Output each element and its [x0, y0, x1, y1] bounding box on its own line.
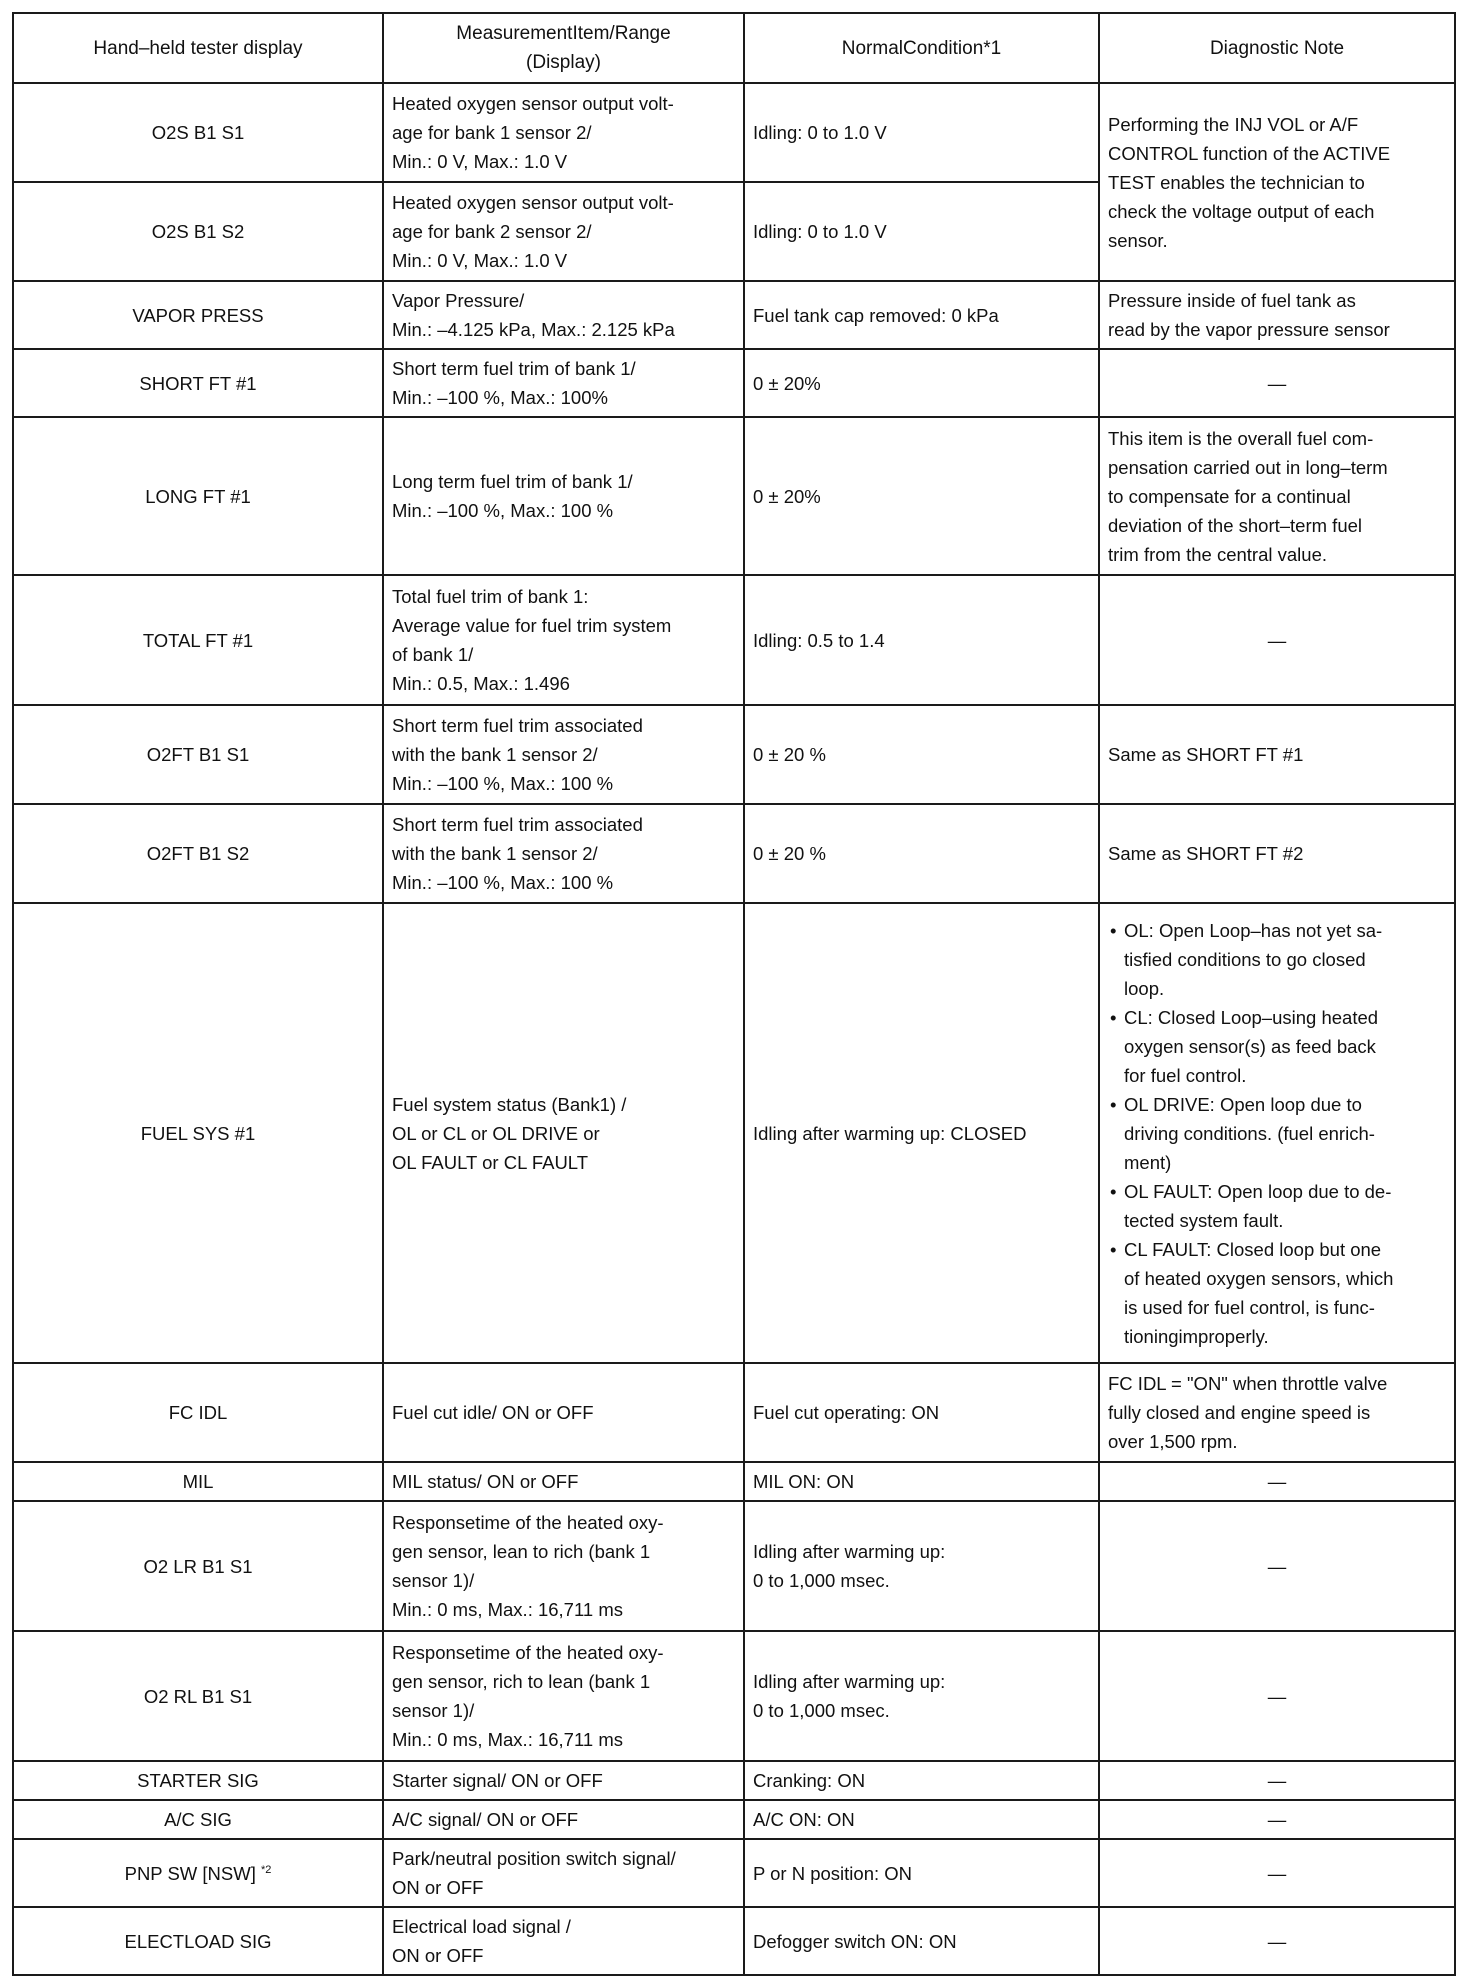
table-row: [13, 1761, 1455, 1800]
row-normal: Cranking: ON: [744, 1761, 1099, 1800]
table-row: [13, 705, 1455, 804]
row-display: O2FT B1 S2: [13, 804, 383, 903]
row-display: FUEL SYS #1: [13, 903, 383, 1363]
row-item: Heated oxygen sensor output volt- age for bank 2 sensor 2/ Min.: 0 V, Max.: 1.0 V: [383, 182, 744, 281]
row-item: Heated oxygen sensor output volt- age for bank 1 sensor 2/ Min.: 0 V, Max.: 1.0 V: [383, 83, 744, 182]
row-normal: P or N position: ON: [744, 1839, 1099, 1907]
fuel-status-list: [1108, 916, 1446, 1351]
table-row: [13, 83, 1455, 182]
row-normal: Fuel cut operating: ON: [744, 1363, 1099, 1462]
row-note: This item is the overall fuel com- pensation carried out in long–term to compensate for a continual deviation of the short–term fuel trim from the central value.: [1099, 417, 1455, 575]
table-row: [13, 349, 1455, 417]
row-display: FC IDL: [13, 1363, 383, 1462]
row-display: A/C SIG: [13, 1800, 383, 1839]
row-normal: Idling: 0.5 to 1.4: [744, 575, 1099, 705]
header-row: [13, 13, 1455, 83]
row-display: PNP SW [NSW] $^{*2}$: [13, 1839, 383, 1907]
row-normal: Idling: 0 to 1.0 V: [744, 182, 1099, 281]
row-note: —: [1099, 1800, 1455, 1839]
row-normal: MIL ON: ON: [744, 1462, 1099, 1501]
table-row: [13, 281, 1455, 349]
row-note: —: [1099, 575, 1455, 705]
row-item: Park/neutral position switch signal/ ON or OFF: [383, 1839, 744, 1907]
list-item: • OL FAULT: Open loop due to de- tected system fault.: [1108, 1177, 1446, 1235]
list-item: • CL FAULT: Closed loop but one of heated oxygen sensors, which is used for fuel control, is func- tioningimproperly.: [1108, 1235, 1446, 1351]
header-normal: NormalCondition*1: [744, 13, 1099, 83]
row-item: Fuel cut idle/ ON or OFF: [383, 1363, 744, 1462]
table-row: [13, 1631, 1455, 1761]
row-normal: 0 ± 20 %: [744, 705, 1099, 804]
row-note: —: [1099, 1907, 1455, 1975]
table-row: [13, 575, 1455, 705]
row-normal: Idling after warming up: 0 to 1,000 msec.: [744, 1631, 1099, 1761]
row-display: MIL: [13, 1462, 383, 1501]
list-item: • OL: Open Loop–has not yet sa- tisfied conditions to go closed loop.: [1108, 916, 1446, 1003]
table-row: [13, 903, 1455, 1363]
row-display: VAPOR PRESS: [13, 281, 383, 349]
row-display: O2S B1 S2: [13, 182, 383, 281]
row-item: A/C signal/ ON or OFF: [383, 1800, 744, 1839]
row-note: FC IDL = "ON" when throttle valve fully closed and engine speed is over 1,500 rpm.: [1099, 1363, 1455, 1462]
diagnostic-data-table: [12, 12, 1456, 1976]
row-item: Short term fuel trim of bank 1/ Min.: –100 %, Max.: 100%: [383, 349, 744, 417]
row-item: Long term fuel trim of bank 1/ Min.: –100 %, Max.: 100 %: [383, 417, 744, 575]
row-display: O2FT B1 S1: [13, 705, 383, 804]
row-normal: Idling: 0 to 1.0 V: [744, 83, 1099, 182]
list-item: • OL DRIVE: Open loop due to driving conditions. (fuel enrich- ment): [1108, 1090, 1446, 1177]
table-row: [13, 417, 1455, 575]
row-item: Electrical load signal / ON or OFF: [383, 1907, 744, 1975]
row-item: Responsetime of the heated oxy- gen sensor, lean to rich (bank 1 sensor 1)/ Min.: 0 ms, Max.: 16,711 ms: [383, 1501, 744, 1631]
row-normal: Idling after warming up: 0 to 1,000 msec.: [744, 1501, 1099, 1631]
row-display: O2S B1 S1: [13, 83, 383, 182]
table-row: [13, 1363, 1455, 1462]
row-note: Same as SHORT FT #2: [1099, 804, 1455, 903]
row-item: Starter signal/ ON or OFF: [383, 1761, 744, 1800]
row-note: Same as SHORT FT #1: [1099, 705, 1455, 804]
row-display: TOTAL FT #1: [13, 575, 383, 705]
row-note: —: [1099, 1462, 1455, 1501]
table-row: [13, 1501, 1455, 1631]
header-item: MeasurementItem/Range (Display): [383, 13, 744, 83]
row-note: Performing the INJ VOL or A/F CONTROL function of the ACTIVE TEST enables the technician to check the voltage output of each sensor.: [1099, 83, 1455, 281]
table-row: [13, 804, 1455, 903]
row-display: O2 RL B1 S1: [13, 1631, 383, 1761]
row-note: —: [1099, 1501, 1455, 1631]
header-display: Hand–held tester display: [13, 13, 383, 83]
row-display: LONG FT #1: [13, 417, 383, 575]
footnote-marker: *2: [260, 1863, 272, 1876]
list-item: • CL: Closed Loop–using heated oxygen sensor(s) as feed back for fuel control.: [1108, 1003, 1446, 1090]
row-note: [1099, 903, 1455, 1363]
row-note: —: [1099, 349, 1455, 417]
row-item: Fuel system status (Bank1) / OL or CL or OL DRIVE or OL FAULT or CL FAULT: [383, 903, 744, 1363]
row-item: Short term fuel trim associated with the bank 1 sensor 2/ Min.: –100 %, Max.: 100 %: [383, 804, 744, 903]
row-display: STARTER SIG: [13, 1761, 383, 1800]
row-note: —: [1099, 1761, 1455, 1800]
row-item: MIL status/ ON or OFF: [383, 1462, 744, 1501]
row-normal: 0 ± 20%: [744, 349, 1099, 417]
row-normal: 0 ± 20%: [744, 417, 1099, 575]
row-display: ELECTLOAD SIG: [13, 1907, 383, 1975]
row-item: Vapor Pressure/ Min.: –4.125 kPa, Max.: 2.125 kPa: [383, 281, 744, 349]
row-display: O2 LR B1 S1: [13, 1501, 383, 1631]
row-normal: 0 ± 20 %: [744, 804, 1099, 903]
row-item: Short term fuel trim associated with the bank 1 sensor 2/ Min.: –100 %, Max.: 100 %: [383, 705, 744, 804]
table-row: [13, 1800, 1455, 1839]
row-note: —: [1099, 1839, 1455, 1907]
row-normal: Defogger switch ON: ON: [744, 1907, 1099, 1975]
row-display: SHORT FT #1: [13, 349, 383, 417]
row-note: Pressure inside of fuel tank as read by the vapor pressure sensor: [1099, 281, 1455, 349]
row-normal: A/C ON: ON: [744, 1800, 1099, 1839]
row-item: Responsetime of the heated oxy- gen sensor, rich to lean (bank 1 sensor 1)/ Min.: 0 ms, Max.: 16,711 ms: [383, 1631, 744, 1761]
header-note: Diagnostic Note: [1099, 13, 1455, 83]
table-row: [13, 1462, 1455, 1501]
row-item: Total fuel trim of bank 1: Average value for fuel trim system of bank 1/ Min.: 0.5, Max.: 1.496: [383, 575, 744, 705]
table-row: [13, 1907, 1455, 1975]
row-note: —: [1099, 1631, 1455, 1761]
row-normal: Fuel tank cap removed: 0 kPa: [744, 281, 1099, 349]
row-normal: Idling after warming up: CLOSED: [744, 903, 1099, 1363]
table-row: [13, 1839, 1455, 1907]
